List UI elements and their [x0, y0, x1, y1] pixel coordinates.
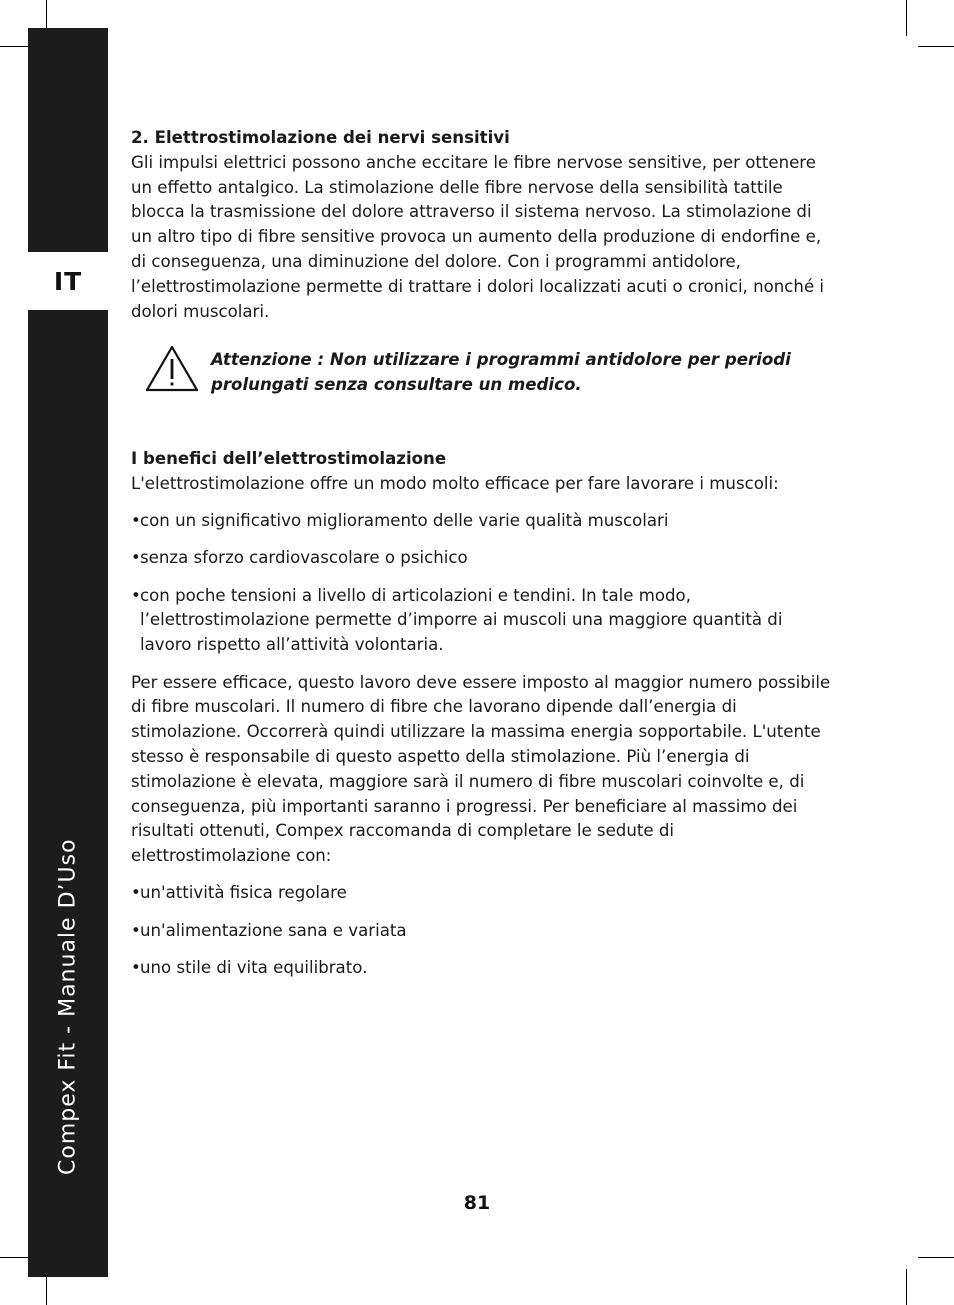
bullet-symbol: •: [131, 920, 141, 940]
section-heading-benefits: I benefici dell’elettrostimolazione: [131, 448, 447, 468]
list-item-text: un'attività fisica regolare: [140, 883, 347, 903]
crop-mark: [906, 0, 907, 36]
list-item-text: con poche tensioni a livello di articolazioni e tendini. In tale modo, l’elettrostimolazione permette d’imporre ai muscoli una maggiore quantità di lavoro rispetto all’attività volontaria.: [140, 585, 783, 655]
sidebar-top-band: [28, 28, 108, 252]
language-tab: [28, 252, 108, 310]
list-item: [131, 509, 831, 534]
list-item-text: uno stile di vita equilibrato.: [140, 958, 368, 978]
list-item-text: con un significativo miglioramento delle varie qualità muscolari: [140, 511, 669, 531]
list-item-text: un'alimentazione sana e variata: [140, 920, 407, 940]
list-item: [131, 881, 831, 906]
bullet-symbol: •: [131, 958, 141, 978]
warning-box: [131, 348, 831, 398]
crop-mark: [918, 1257, 954, 1258]
benefits-intro: L'elettrostimolazione offre un modo molto efficace per fare lavorare i muscoli:: [131, 473, 779, 493]
benefits-paragraph: Per essere efficace, questo lavoro deve essere imposto al maggior numero possibile di fibre muscolari. Il numero di fibre che lavorano dipende dall’energia di stimolazione. Occorrerà quindi utilizzare la massima energia sopportabile. L'utente stesso è responsabile di questo aspetto della stimolazione. Più l’energia di stimolazione è elevata, maggiore sarà il numero di fibre muscolari coinvolte e, di conseguenza, più importanti saranno i progressi. Per beneficiare al massimo dei risultati ottenuti, Compex raccomanda di completare le sedute di elettrostimolazione con:: [131, 672, 831, 866]
warning-triangle-icon: [144, 344, 200, 394]
bullet-symbol: •: [131, 585, 141, 605]
list-item: [131, 546, 831, 571]
list-item: [131, 919, 831, 944]
crop-mark: [918, 46, 954, 47]
section-heading-sensory-nerves: 2. Elettrostimolazione dei nervi sensitivi: [131, 128, 510, 147]
bullet-symbol: •: [131, 548, 141, 568]
crop-mark: [906, 1269, 907, 1305]
page-number: 81: [463, 1192, 491, 1214]
bullet-symbol: •: [131, 511, 141, 531]
manual-title-vertical: Compex Fit - Manuale D’Uso: [55, 838, 81, 1175]
list-item: [131, 956, 831, 981]
warning-text: Attenzione : Non utilizzare i programmi antidolore per periodi prolungati senza consultare un medico.: [211, 350, 791, 395]
section-body-sensory-nerves: Gli impulsi elettrici possono anche eccitare le fibre nervose sensitive, per ottenere un effetto antalgico. La stimolazione delle fibre nervose della sensibilità tattile blocca la trasmissione del dolore attraverso il sistema nervoso. La stimolazione di un altro tipo di fibre sensitive provoca un aumento della produzione di endorfine e, di conseguenza, una diminuzione del dolore. Con i programmi antidolore, l’elettrostimolazione permette di trattare i dolori localizzati acuti o cronici, nonché i dolori muscolari.: [131, 152, 825, 321]
list-item: [131, 584, 831, 658]
list-item-text: senza sforzo cardiovascolare o psichico: [140, 548, 468, 568]
bullet-symbol: •: [131, 883, 141, 903]
language-label: IT: [53, 266, 83, 296]
main-content: [131, 126, 831, 981]
